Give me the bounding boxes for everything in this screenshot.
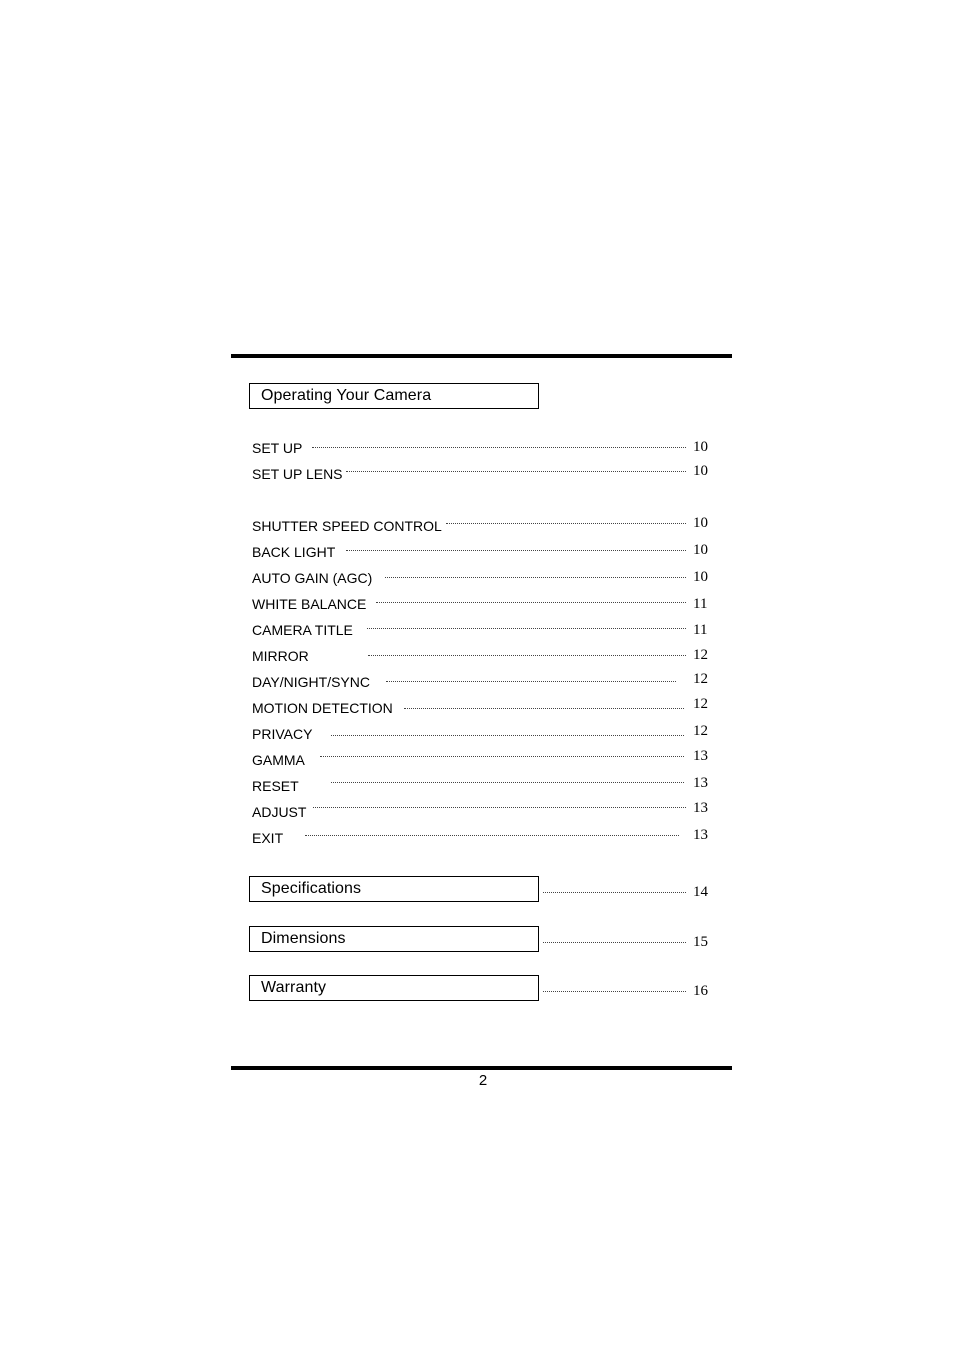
top-rule — [231, 354, 732, 358]
toc-entry-page: 12 — [693, 723, 708, 739]
toc-entry-label: SET UP LENS — [252, 466, 343, 482]
dot-leader — [543, 942, 686, 943]
toc-entry-page: 12 — [693, 647, 708, 663]
dot-leader — [346, 471, 686, 472]
toc-entry-label: GAMMA — [252, 752, 305, 768]
toc-section-page: 14 — [693, 884, 708, 900]
dot-leader — [543, 991, 686, 992]
section-heading-label: Warranty — [261, 979, 327, 996]
dot-leader — [385, 577, 686, 578]
dot-leader — [446, 523, 686, 524]
dot-leader — [367, 628, 686, 629]
toc-entry-label: RESET — [252, 778, 299, 794]
dot-leader — [386, 681, 676, 682]
section-heading-label: Dimensions — [261, 930, 346, 947]
dot-leader — [313, 807, 686, 808]
section-heading-specifications — [249, 876, 539, 902]
toc-entry-page: 13 — [693, 800, 708, 816]
toc-entry-page: 12 — [693, 671, 708, 687]
toc-entry-page: 13 — [693, 775, 708, 791]
dot-leader — [376, 602, 686, 603]
toc-entry-page: 13 — [693, 827, 708, 843]
toc-entry-label: AUTO GAIN (AGC) — [252, 570, 373, 586]
toc-section-page: 15 — [693, 934, 708, 950]
toc-entry-page: 11 — [693, 622, 708, 638]
section-heading-label: Operating Your Camera — [261, 387, 432, 404]
section-heading-dimensions — [249, 926, 539, 952]
toc-entry-label: MIRROR — [252, 648, 309, 664]
page-number: 2 — [478, 1072, 488, 1089]
dot-leader — [331, 735, 684, 736]
dot-leader — [404, 708, 684, 709]
dot-leader — [312, 447, 686, 448]
dot-leader — [331, 782, 684, 783]
section-heading-operating — [249, 383, 539, 409]
toc-entry-page: 10 — [693, 439, 708, 455]
dot-leader — [320, 756, 684, 757]
toc-entry-page: 10 — [693, 515, 708, 531]
toc-entry-label: SHUTTER SPEED CONTROL — [252, 518, 442, 534]
toc-entry-label: WHITE BALANCE — [252, 596, 367, 612]
dot-leader — [543, 892, 686, 893]
section-heading-label: Specifications — [261, 880, 362, 897]
toc-entry-label: BACK LIGHT — [252, 544, 336, 560]
toc-entry-label: ADJUST — [252, 804, 307, 820]
toc-entry-label: PRIVACY — [252, 726, 313, 742]
dot-leader — [346, 550, 686, 551]
toc-entry-page: 10 — [693, 542, 708, 558]
dot-leader — [305, 835, 679, 836]
toc-entry-page: 11 — [693, 596, 708, 612]
section-heading-warranty — [249, 975, 539, 1001]
toc-entry-label: MOTION DETECTION — [252, 700, 393, 716]
bottom-rule — [231, 1066, 732, 1070]
toc-entry-label: SET UP — [252, 440, 303, 456]
toc-entry-label: CAMERA TITLE — [252, 622, 353, 638]
dot-leader — [368, 655, 686, 656]
toc-entry-page: 10 — [693, 569, 708, 585]
toc-entry-page: 13 — [693, 748, 708, 764]
toc-entry-label: DAY/NIGHT/SYNC — [252, 674, 370, 690]
toc-section-page: 16 — [693, 983, 708, 999]
toc-entry-page: 12 — [693, 696, 708, 712]
toc-entry-page: 10 — [693, 463, 708, 479]
toc-entry-label: EXIT — [252, 830, 284, 846]
